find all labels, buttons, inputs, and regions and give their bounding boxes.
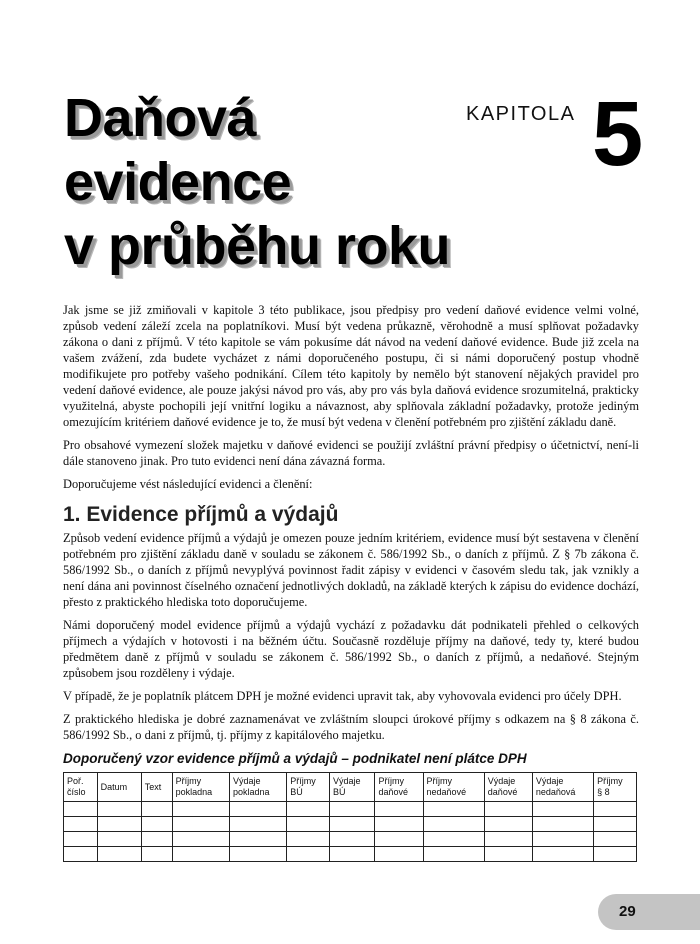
table-cell <box>229 802 286 817</box>
intro-paragraph-3: Doporučujeme vést následující evidenci a členění: <box>63 477 313 491</box>
table-header-text: Výdaje <box>232 776 261 786</box>
table-header-cell <box>97 773 141 802</box>
table-header-cell <box>532 773 593 802</box>
table-cell <box>532 847 593 862</box>
table-header-cell <box>172 773 229 802</box>
table-header-cell <box>229 773 286 802</box>
table-cell <box>97 832 141 847</box>
intro-paragraph-1: Jak jsme se již zmiňovali v kapitole 3 této publikace, jsou předpisy pro vedení daňové evidence velmi volné, způsob vedení záleží zcela na poplatníkovi. Musí být vedena průkazně, věrohodně a musí splňovat požadavky zákona o dani z příjmů. V této kapitole se vám pokusíme dát návod na vedení daňové evidence. Bude již zcela na vašem zvážení, zda budete vycházet z námi doporučeného postupu, či si námi doporučený postup vhodně modifikujete pro potřeby vašeho podnikání. Cílem této kapitoly by nemělo být stanovení nějakých pravidel pro vedení daňové evidence, ale pouze jakýsi návod pro vás, aby pro vás byla daňová evidence srozumitelná, prakticky využitelná, abyste pochopili její vnitřní logiku a návaznost, aby splňovala základní požadavky, protože jediným omezujícím kritériem daňové evidence je to, že musí být vedena v členění potřebném pro zjištění základu daně. <box>63 303 639 429</box>
intro-paragraph-2: Pro obsahové vymezení složek majetku v daňové evidenci se použijí zvláštní právní předpisy o účetnictví, není-li dále stanoveno jinak. Pro tuto evidenci není dána závazná forma. <box>63 438 639 468</box>
table-header-text: číslo <box>67 787 86 797</box>
table-header-text: nedaňové <box>426 787 467 797</box>
table-cell <box>330 802 375 817</box>
table-cell <box>594 847 637 862</box>
table-cell <box>229 817 286 832</box>
table-cell <box>97 847 141 862</box>
table-row <box>64 802 637 817</box>
table-cell <box>229 832 286 847</box>
table-cell <box>141 817 172 832</box>
table-header-cell <box>375 773 423 802</box>
table-cell <box>330 847 375 862</box>
table-cell <box>287 802 330 817</box>
table-header-text: Výdaje <box>333 776 361 786</box>
chapter-title-line-3: v průběhu roku <box>64 216 451 276</box>
table-cell <box>64 802 98 817</box>
table-cell <box>375 847 423 862</box>
section-paragraph-4: Z praktického hlediska je dobré zaznamenávat ve zvláštním sloupci úrokové příjmy s odkazem na § 8 zákona č. 586/1992 Sb., o dani z příjmů, tj. příjmy z kapitálového majetku. <box>63 712 639 742</box>
section-paragraph-1: Způsob vedení evidence příjmů a výdajů je omezen pouze jedním kritériem, evidence musí být sestavena v členění potřebném pro zjištění základu daně v souladu se zákonem č. 586/1992 Sb., o daních z příjmů. Z § 7b zákona č. 586/1992 Sb., o daních z příjmů nevyplývá povinnost řadit zápisy v evidenci v časovém sledu tak, jak vznikly a není dána ani povinnost číselného označení jednotlivých dokladů, na základě kterých k zápisu do evidence dochází, přesto z praktického hlediska toto doporučujeme. <box>63 531 639 609</box>
table-cell <box>484 847 532 862</box>
table-header-text: daňové <box>487 787 518 797</box>
table-header-cell <box>594 773 637 802</box>
table-header-text: pokladna <box>232 787 270 797</box>
table-cell <box>141 832 172 847</box>
table-header-text: Text <box>144 781 162 792</box>
section-paragraph-3: V případě, že je poplatník plátcem DPH je možné evidenci upravit tak, aby vyhovovala evidenci pro účely DPH. <box>63 689 622 703</box>
chapter-title-line-2: evidence <box>64 152 292 212</box>
chapter-title <box>64 86 524 278</box>
table-header-text: § 8 <box>597 787 610 797</box>
table-cell <box>172 802 229 817</box>
table-header-text: Výdaje <box>535 776 564 786</box>
chapter-label: KAPITOLA <box>466 103 576 125</box>
section-heading: 1. Evidence příjmů a výdajů <box>63 503 339 526</box>
table-cell <box>484 832 532 847</box>
chapter-number: 5 <box>592 83 644 185</box>
table-cell <box>64 847 98 862</box>
table-cell <box>594 832 637 847</box>
table-header-text: Příjmy <box>290 776 316 786</box>
table-cell <box>64 817 98 832</box>
ledger-table <box>63 772 637 862</box>
table-cell <box>172 847 229 862</box>
table-header-text: BÚ <box>333 787 346 797</box>
table-header-text: pokladna <box>175 787 213 797</box>
table-header-text: BÚ <box>290 787 303 797</box>
table-cell <box>287 817 330 832</box>
table-cell <box>64 832 98 847</box>
table-cell <box>375 832 423 847</box>
table-cell <box>141 802 172 817</box>
table-cell <box>97 817 141 832</box>
table-cell <box>375 817 423 832</box>
table-cell <box>287 847 330 862</box>
table-cell <box>330 832 375 847</box>
table-header-cell <box>141 773 172 802</box>
table-cell <box>484 817 532 832</box>
table-cell <box>97 802 141 817</box>
table-caption: Doporučený vzor evidence příjmů a výdajů – podnikatel není plátce DPH <box>63 751 527 766</box>
table-header-text: Příjmy <box>597 776 623 786</box>
table-body <box>64 802 637 862</box>
table-header-text: Příjmy <box>378 776 404 786</box>
table-cell <box>594 817 637 832</box>
table-row <box>64 832 637 847</box>
table-header-cell <box>423 773 484 802</box>
table-cell <box>423 802 484 817</box>
table-cell <box>141 847 172 862</box>
table-cell <box>172 832 229 847</box>
table-row <box>64 847 637 862</box>
table-cell <box>532 802 593 817</box>
table-header-cell <box>287 773 330 802</box>
table-header-text: daňové <box>378 787 408 797</box>
table-header-cell <box>64 773 98 802</box>
table-cell <box>484 802 532 817</box>
table-header-text: Příjmy <box>426 776 453 786</box>
table-header-text: Výdaje <box>487 776 516 786</box>
page-content <box>63 302 639 862</box>
table-row <box>64 817 637 832</box>
table-cell <box>423 817 484 832</box>
table-cell <box>423 847 484 862</box>
table-cell <box>229 847 286 862</box>
page-number: 29 <box>598 894 700 930</box>
section-paragraph-2: Námi doporučený model evidence příjmů a výdajů vychází z požadavku dát podnikateli přehled o celkových příjmech a výdajích v hotovosti i na běžném účtu. Současně rozděluje příjmy na daňové, tedy ty, které budou předmětem daně z příjmů v souladu se zákonem č. 586/1992 Sb., o daních z příjmů, a nedaňové. Stejným způsobem jsou rozděleny i výdaje. <box>63 618 639 680</box>
table-header-text: Poř. <box>67 776 84 786</box>
table-cell <box>375 802 423 817</box>
table-header-text: Datum <box>100 781 128 792</box>
chapter-title-line-1: Daňová <box>64 88 257 148</box>
table-cell <box>532 817 593 832</box>
table-cell <box>594 802 637 817</box>
table-header-text: nedaňová <box>535 787 576 797</box>
table-header-row <box>64 773 637 802</box>
table-header-cell <box>330 773 375 802</box>
table-cell <box>532 832 593 847</box>
table-cell <box>172 817 229 832</box>
table-header-text: Příjmy <box>175 776 202 786</box>
table-header-cell <box>484 773 532 802</box>
table-cell <box>287 832 330 847</box>
table-cell <box>330 817 375 832</box>
table-cell <box>423 832 484 847</box>
